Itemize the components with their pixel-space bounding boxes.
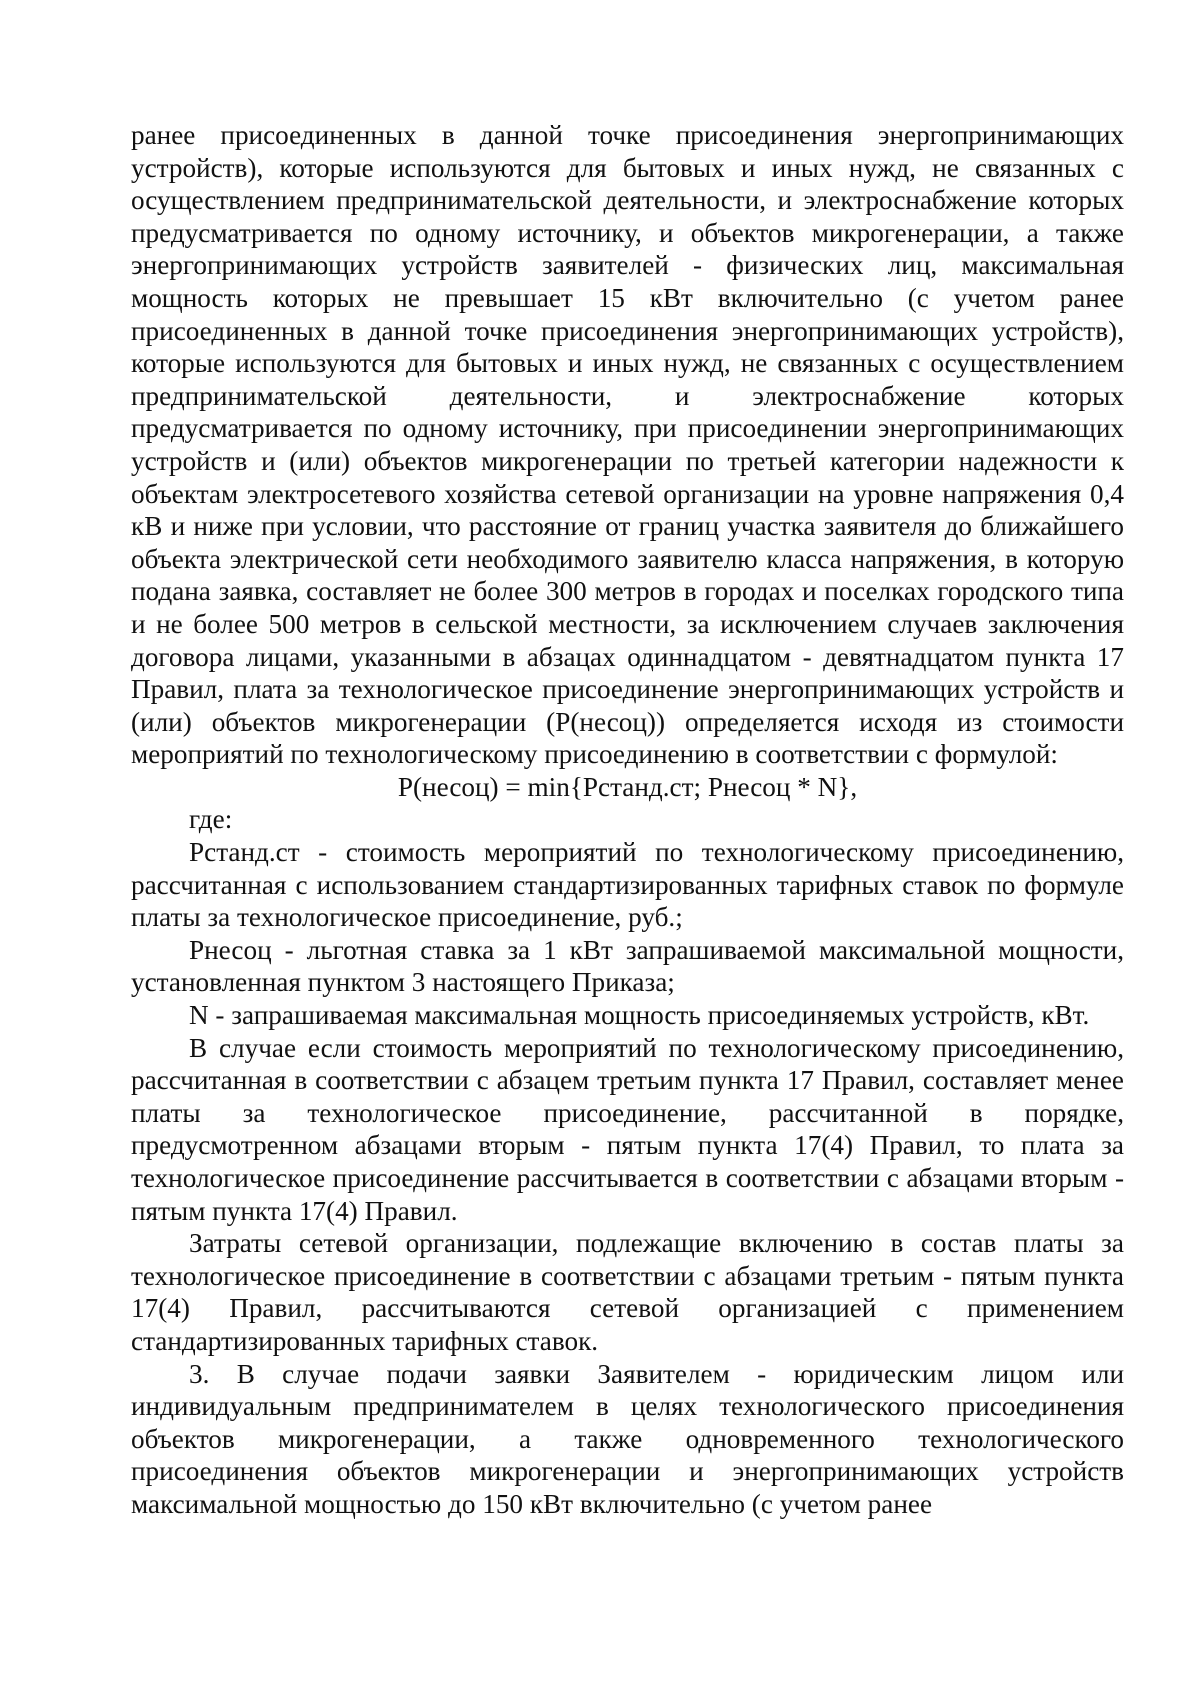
paragraph-case: В случае если стоимость мероприятий по технологическому присоединению, рассчитанная в соответствии с абзацем третьим пункта 17 Правил, составляет менее платы за технологическое присоединение, рассчитанной в порядке, предусмотренном абзацами вторым - пятым пункта 17(4) Правил, то плата за технологическое присоединение рассчитывается в соответствии с абзацами вторым - пятым пункта 17(4) Правил. [131, 1032, 1124, 1226]
paragraph-where: где: [189, 804, 233, 835]
paragraph-continuation: ранее присоединенных в данной точке присоединения энергопринимающих устройств), которые используются для бытовых и иных нужд, не связанных с осуществлением предпринимательской деятельности, и электроснабжение которых предусматривается по одному источнику, и объектов микрогенерации, а также энергопринимающих устройств заявителей - физических лиц, максимальная мощность которых не превышает 15 кВт включительно (с учетом ранее присоединенных в данной точке присоединения энергопринимающих устройств), которые используются для бытовых и иных нужд, не связанных с осуществлением предпринимательской деятельности, и электроснабжение которых предусматривается по одному источнику, при присоединении энергопринимающих устройств и (или) объектов микрогенерации по третьей категории надежности к объектам электросетевого хозяйства сетевой организации на уровне напряжения 0,4 кВ и ниже при условии, что расстояние от границ участка заявителя до ближайшего объекта электрической сети необходимого заявителю класса напряжения, в которую подана заявка, составляет не более 300 метров в городах и поселках городского типа и не более 500 метров в сельской местности, за исключением случаев заключения договора лицами, указанными в абзацах одиннадцатом - девятнадцатом пункта 17 Правил, плата за технологическое присоединение энергопринимающих устройств и (или) объектов микрогенерации (P(несоц)) определяется исходя из стоимости мероприятий по технологическому присоединению в соответствии с формулой: [131, 120, 1124, 770]
paragraph-definition-pnesoc: Рнесоц - льготная ставка за 1 кВт запрашиваемой максимальной мощности, установленная пунктом 3 настоящего Приказа; [131, 934, 1124, 998]
paragraph-definition-n: N - запрашиваемая максимальная мощность присоединяемых устройств, кВт. [189, 1000, 1090, 1031]
document-body [131, 119, 1124, 1521]
paragraph-item-3: 3. В случае подачи заявки Заявителем - юридическим лицом или индивидуальным предпринимателем в целях технологического присоединения объектов микрогенерации, а также одновременного технологического присоединения объектов микрогенерации и энергопринимающих устройств максимальной мощностью до 150 кВт включительно (с учетом ранее [131, 1358, 1124, 1519]
formula: P(несоц) = min{Рстанд.ст; Рнесоц * N}, [397, 771, 858, 802]
paragraph-costs: Затраты сетевой организации, подлежащие включению в состав платы за технологическое присоединение в соответствии с абзацами третьим - пятым пункта 17(4) Правил, рассчитываются сетевой организацией с применением стандартизированных тарифных ставок. [131, 1228, 1124, 1356]
paragraph-definition-pstand: Рстанд.ст - стоимость мероприятий по технологическому присоединению, рассчитанная с использованием стандартизированных тарифных ставок по формуле платы за технологическое присоединение, руб.; [131, 837, 1124, 933]
